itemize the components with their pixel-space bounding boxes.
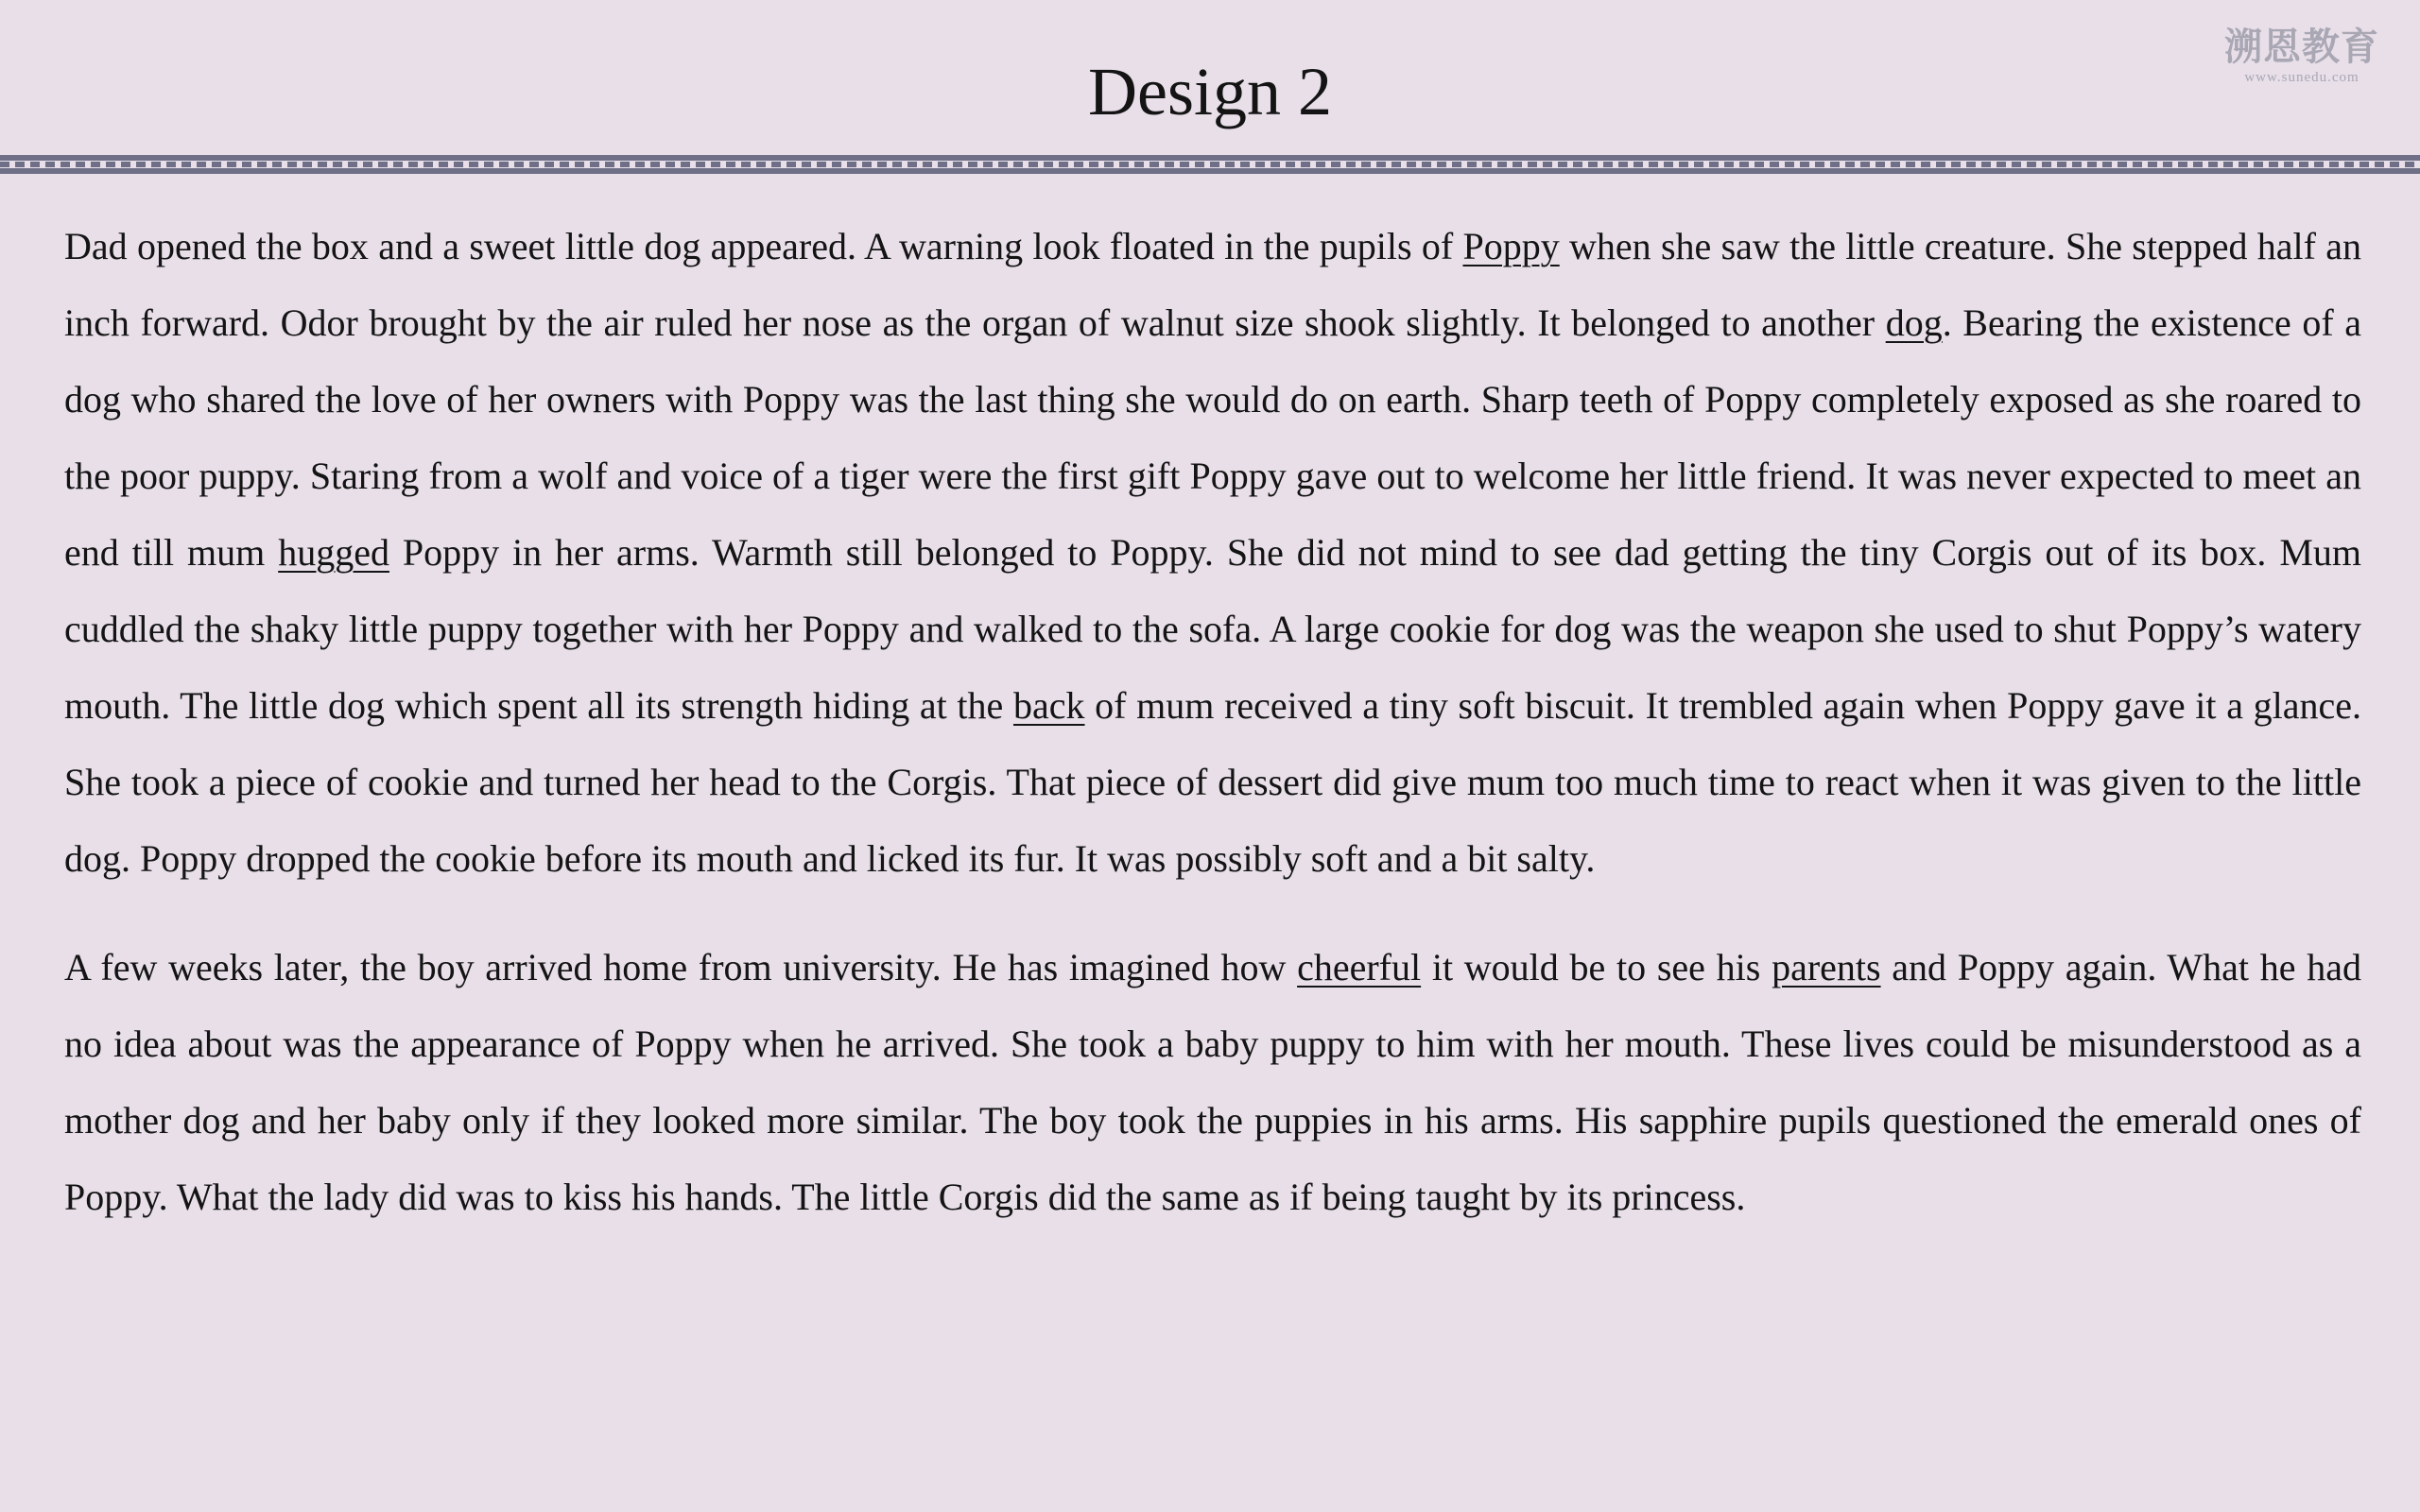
paragraph-1 — [64, 208, 2361, 897]
underlined-word: hugged — [278, 531, 389, 574]
text-segment: when she saw the little creature. She stepped half an inch forward. Odor brought by the air ruled her nose as the organ of walnut size shook slightly. It belonged to another — [64, 225, 2361, 344]
divider-bar-bottom — [0, 168, 2420, 174]
underlined-word: cheerful — [1297, 946, 1422, 988]
brand-logo — [2221, 25, 2382, 85]
slide-title: Design 2 — [1088, 54, 1332, 129]
logo-url: www.sunedu.com — [2244, 70, 2360, 85]
divider-bar-top — [0, 155, 2420, 161]
title-divider — [0, 155, 2420, 176]
logo-text: 溯恩教育 — [2224, 26, 2379, 69]
text-segment: Dad opened the box and a sweet little dog appeared. A warning look floated in the pupils of — [64, 225, 1463, 267]
text-segment: of mum received a tiny soft biscuit. It trembled again when Poppy gave it a glance. She took a piece of cookie and turned her head to the Corgis. That piece of dessert did give mum too much time to react when it was given to the little dog. Poppy dropped the cookie before its mouth and licked its fur. It was possibly soft and a bit salty. — [64, 684, 2362, 880]
text-segment: . Bearing the existence of a dog who shared the love of her owners with Poppy was the last thing she would do on earth. Sharp teeth of Poppy completely exposed as she roared to the poor puppy. Staring from a wolf and voice of a tiger were the first gift Poppy gave out to welcome her little friend. It was never expected to meet an end till mum — [64, 301, 2361, 574]
underlined-word: back — [1012, 684, 1085, 727]
underlined-word: dog — [1885, 301, 1943, 344]
underlined-word: parents — [1772, 946, 1881, 988]
text-segment: A few weeks later, the boy arrived home from university. He has imagined how — [64, 946, 1298, 988]
text-segment: Poppy in her arms. Warmth still belonged to Poppy. She did not mind to see dad getting the tiny Corgis out of its box. Mum cuddled the shaky little puppy together with her Poppy and walked to the sofa. A large cookie for dog was the weapon she used to shut Poppy’s watery mouth. The little dog which spent all its strength hiding at the — [64, 531, 2361, 727]
paragraph-2 — [64, 929, 2361, 1235]
text-segment: it would be to see his — [1421, 946, 1772, 988]
text-segment: and Poppy again. What he had no idea about was the appearance of Poppy when he arrived. She took a baby puppy to him with her mouth. These lives could be misunderstood as a mother dog and her baby only if they looked more similar. The boy took the puppies in his arms. His sapphire pupils questioned the emerald ones of Poppy. What the lady did was to kiss his hands. The little Corgis did the same as if being taught by its princess. — [64, 946, 2361, 1218]
story-text — [64, 208, 2361, 1267]
divider-dashes — [0, 162, 2420, 167]
underlined-word: Poppy — [1462, 225, 1560, 267]
